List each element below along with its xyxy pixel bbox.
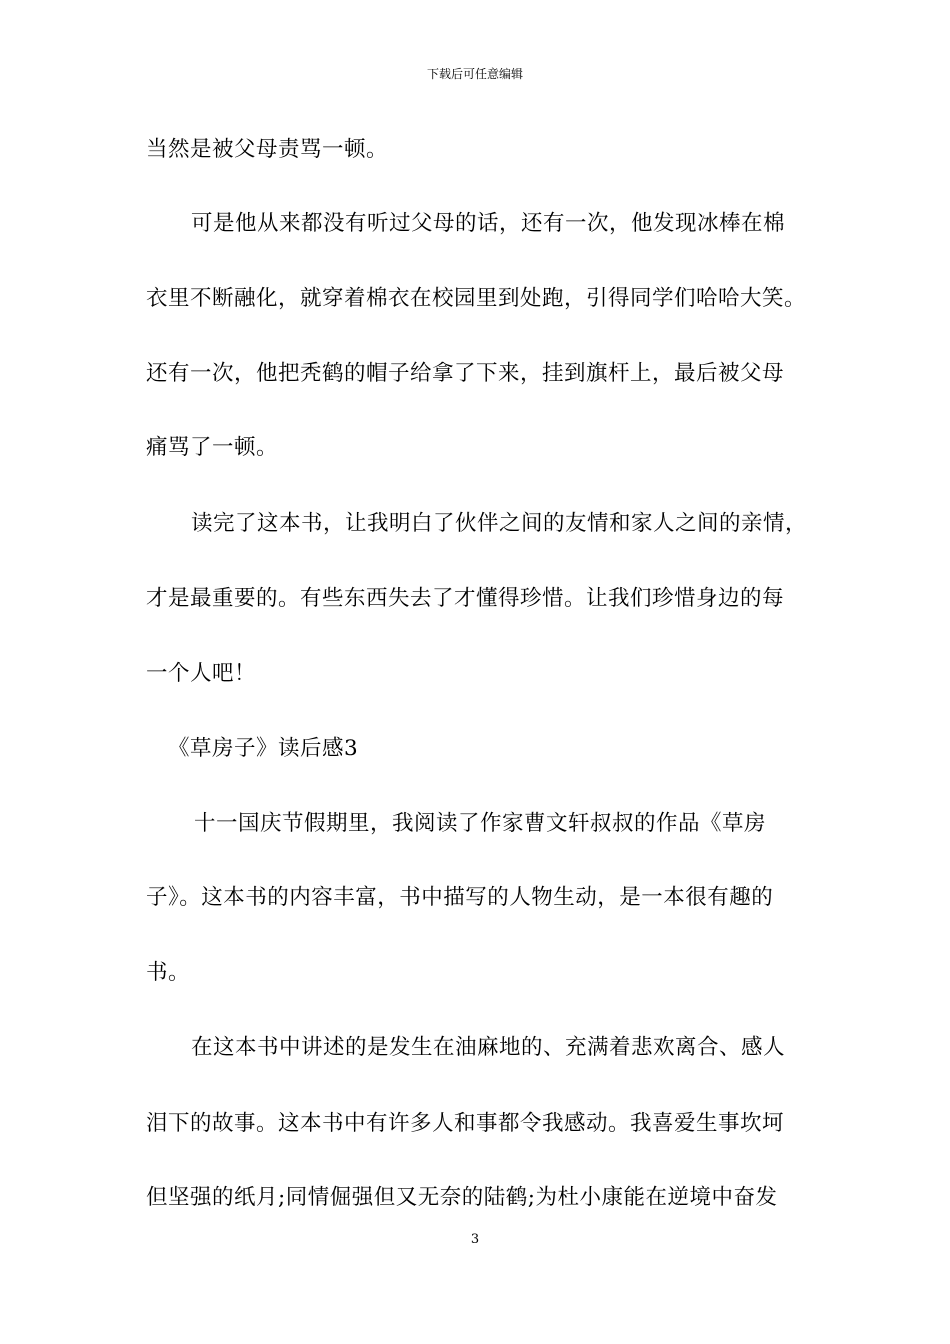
- text-line: 读完了这本书，让我明白了伙伴之间的友情和家人之间的亲情，: [191, 511, 808, 536]
- text-line: 子》。这本书的内容丰富，书中描写的人物生动，是一本很有趣的: [146, 885, 774, 910]
- text-line: 还有一次，他把秃鹤的帽子给拿了下来，挂到旗杆上，最后被父母: [146, 361, 785, 386]
- text-line: 十一国庆节假期里，我阅读了作家曹文轩叔叔的作品《草房: [194, 811, 767, 836]
- text-line: 书。: [146, 960, 191, 985]
- text-line: 才是最重要的。有些东西失去了才懂得珍惜。让我们珍惜身边的每: [146, 586, 785, 611]
- page-number: 3: [470, 1232, 480, 1247]
- text-line: 泪下的故事。这本书中有许多人和事都令我感动。我喜爱生事坎坷: [146, 1111, 785, 1136]
- section-heading: 《草房子》读后感3: [168, 736, 359, 761]
- text-line: 当然是被父母责骂一顿。: [146, 137, 389, 162]
- page-header-note: 下载后可任意编辑: [426, 67, 523, 81]
- text-line: 但坚强的纸月;同情倔强但又无奈的陆鹤;为杜小康能在逆境中奋发: [146, 1185, 778, 1210]
- text-line: 可是他从来都没有听过父母的话，还有一次，他发现冰棒在棉: [191, 211, 786, 236]
- text-line: 在这本书中讲述的是发生在油麻地的、充满着悲欢离合、感人: [191, 1035, 786, 1060]
- text-line: 一个人吧！: [146, 661, 257, 686]
- text-line: 痛骂了一顿。: [146, 435, 279, 460]
- text-line: 衣里不断融化，就穿着棉衣在校园里到处跑，引得同学们哈哈大笑。: [146, 286, 807, 311]
